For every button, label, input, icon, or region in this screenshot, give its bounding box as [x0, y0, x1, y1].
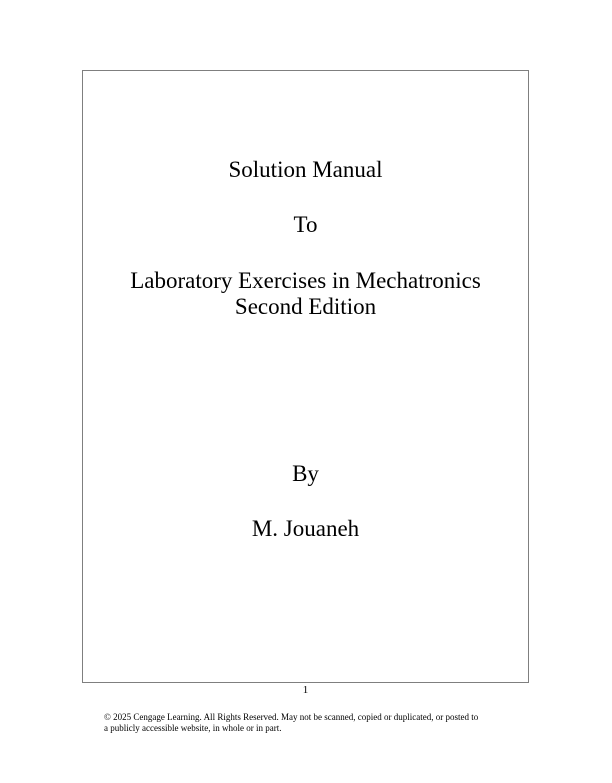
edition-label: Second Edition: [234, 294, 377, 319]
page-number: 1: [302, 684, 309, 696]
manual-title: Solution Manual: [228, 157, 383, 182]
copyright-notice: [104, 712, 534, 734]
copyright-line-1: © 2025 Cengage Learning. All Rights Reserved. May not be scanned, copied or duplicated, or posted to: [104, 712, 479, 722]
book-title: Laboratory Exercises in Mechatronics: [130, 268, 481, 293]
copyright-line-2: a publicly accessible website, in whole or in part.: [104, 723, 282, 733]
author-name: M. Jouaneh: [251, 516, 360, 541]
title-connector: To: [293, 212, 318, 237]
by-label: By: [292, 461, 319, 486]
